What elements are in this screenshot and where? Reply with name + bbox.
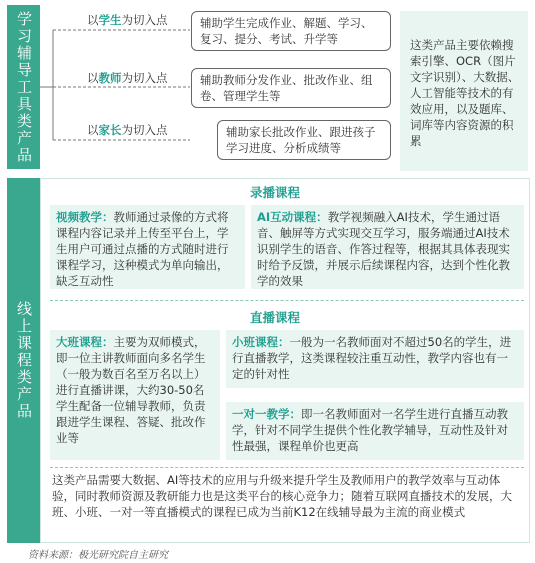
video-teaching-card: 视频教学：教师通过录像的方式将课程内容记录并上传至平台上，学生用户可通过点播的方式随时进行课程学习，这种模式为单向输出，缺乏互动性 <box>50 205 245 289</box>
online-note: 这类产品需要大数据、AI等技术的应用与升级来提升学生及教师用户的教学效率与互动体验，同时教师资源及教研能力也是这类平台的核心竞争力；随着互联网直播技术的发展，大班、小班、一对一等直播模式的课程已成为当前K12在线辅导最为主流的商业模式 <box>52 473 512 519</box>
tools-row-student-label: 以学生为切入点 <box>87 13 168 27</box>
tools-row-teacher-label: 以教师为切入点 <box>87 71 168 85</box>
divider-2 <box>50 467 524 468</box>
tools-category-label: 学习辅导工具类产品 <box>7 5 40 169</box>
tools-row-parent-desc: 辅助家长批改作业、跟进孩子学习进度、分析成绩等 <box>217 120 391 160</box>
source-note: 资料来源：极光研究院自主研究 <box>28 550 168 561</box>
online-category-label: 线上课程类产品 <box>7 178 40 543</box>
tools-row-student-desc: 辅助学生完成作业、解题、学习、复习、提分、考试、升学等 <box>191 11 391 51</box>
tools-summary-text: 这类产品主要依赖搜索引擎、OCR（图片文字识别）、大数据、人工智能等技术的有效应用，以及题库、词库等内容资源的积累 <box>410 38 520 148</box>
one-on-one-card: 一对一教学：即一名教师面对一名学生进行直播互动教学，针对不同学生提供个性化教学辅导，互动性及针对性最强，课程单价也更高 <box>226 402 524 460</box>
tools-row-teacher-desc: 辅助教师分发作业、批改作业、组卷、管理学生等 <box>191 68 391 108</box>
small-class-card: 小班课程：一般为一名教师面对不超过50名的学生，进行直播教学，这类课程较注重互动性，教学内容也有一定的针对性 <box>226 330 524 388</box>
large-class-card: 大班课程：主要为双师模式，即一位主讲教师面向多名学生（一般为数百名至万名以上）进行直播讲课，大约30-50名学生配备一位辅导教师，负责跟进学生课程、答疑、批改作业等 <box>50 330 220 460</box>
recorded-heading: 录播课程 <box>249 185 300 200</box>
live-heading: 直播课程 <box>249 310 300 325</box>
tools-row-parent-label: 以家长为切入点 <box>87 123 168 137</box>
tools-summary-panel <box>400 11 528 171</box>
divider-1 <box>50 300 524 301</box>
ai-course-card: AI互动课程：教学视频融入AI技术，学生通过语音、触屏等方式实现交互学习，服务端通过AI技术识别学生的语音、作答过程等，根据其具体表现实时给予反馈，并展示后续课程内容，达到个性化教学的效果 <box>251 205 524 289</box>
